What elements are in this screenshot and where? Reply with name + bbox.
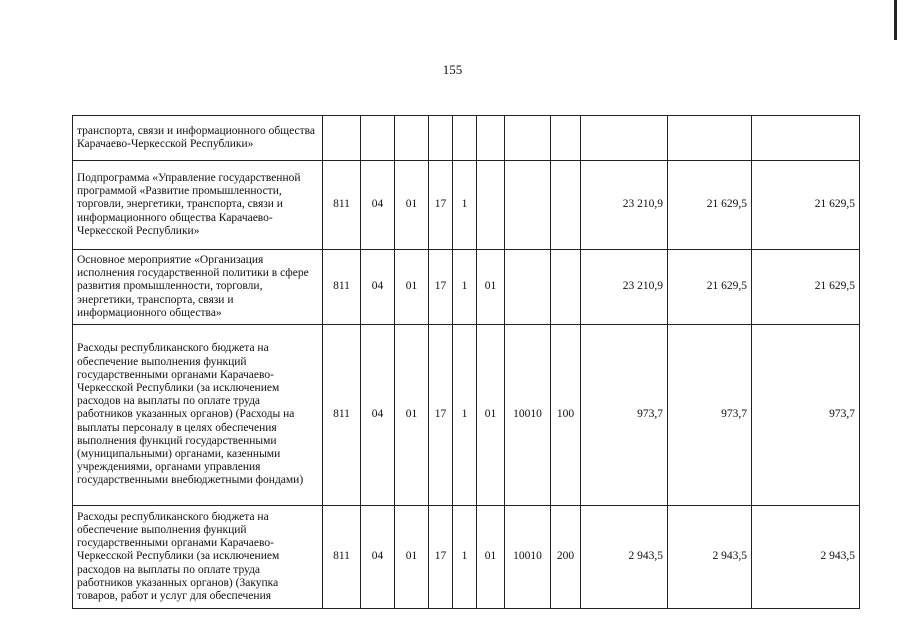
event-code: [477, 161, 505, 250]
program-code: [429, 116, 453, 161]
event-code: 01: [477, 250, 505, 325]
ministry-code: 811: [323, 325, 361, 506]
row-description: Подпрограмма «Управление государственной программой «Развитие промышленности, торговли, энергетики, транспорта, связи и информационного общества Карачаево-Черкесской Республики»: [73, 161, 323, 250]
program-code: 17: [429, 506, 453, 609]
amount-year-2: [668, 116, 752, 161]
subsection-code: [395, 116, 429, 161]
amount-year-3: 973,7: [752, 325, 860, 506]
section-code: 04: [361, 506, 395, 609]
expense-type-code: [551, 250, 581, 325]
budget-table: [72, 115, 860, 609]
amount-year-2: 21 629,5: [668, 250, 752, 325]
ministry-code: [323, 116, 361, 161]
amount-year-1: [581, 116, 668, 161]
amount-year-2: 2 943,5: [668, 506, 752, 609]
amount-year-3: 21 629,5: [752, 161, 860, 250]
subprogram-code: [453, 116, 477, 161]
expense-type-code: [551, 161, 581, 250]
subprogram-code: 1: [453, 506, 477, 609]
table-row: [73, 116, 860, 161]
direction-code: [505, 116, 551, 161]
table-row: [73, 161, 860, 250]
ministry-code: 811: [323, 506, 361, 609]
table-row: [73, 325, 860, 506]
expense-type-code: 200: [551, 506, 581, 609]
expense-type-code: [551, 116, 581, 161]
program-code: 17: [429, 250, 453, 325]
event-code: 01: [477, 506, 505, 609]
section-code: 04: [361, 325, 395, 506]
section-code: [361, 116, 395, 161]
row-description: транспорта, связи и информационного общества Карачаево-Черкесской Республики»: [73, 116, 323, 161]
subsection-code: 01: [395, 161, 429, 250]
direction-code: [505, 250, 551, 325]
table-row: [73, 506, 860, 609]
row-description: Расходы республиканского бюджета на обеспечение выполнения функций государственными органами Карачаево-Черкесской Республики (за исключением расходов на выплаты по оплате труда работников указанных органов) (Закупка товаров, работ и услуг для обеспечения: [73, 506, 323, 609]
event-code: [477, 116, 505, 161]
page-number: 155: [442, 62, 463, 77]
subprogram-code: 1: [453, 250, 477, 325]
amount-year-1: 23 210,9: [581, 161, 668, 250]
subprogram-code: 1: [453, 325, 477, 506]
amount-year-2: 973,7: [668, 325, 752, 506]
direction-code: [505, 161, 551, 250]
table-row: [73, 250, 860, 325]
expense-type-code: 100: [551, 325, 581, 506]
amount-year-1: 973,7: [581, 325, 668, 506]
subsection-code: 01: [395, 250, 429, 325]
amount-year-3: [752, 116, 860, 161]
direction-code: 10010: [505, 506, 551, 609]
section-code: 04: [361, 161, 395, 250]
event-code: 01: [477, 325, 505, 506]
amount-year-1: 23 210,9: [581, 250, 668, 325]
row-description: Основное мероприятие «Организация исполнения государственной политики в сфере развития промышленности, торговли, энергетики, транспорта, связи и информационного общества»: [73, 250, 323, 325]
amount-year-2: 21 629,5: [668, 161, 752, 250]
amount-year-3: 2 943,5: [752, 506, 860, 609]
section-code: 04: [361, 250, 395, 325]
amount-year-3: 21 629,5: [752, 250, 860, 325]
subsection-code: 01: [395, 325, 429, 506]
ministry-code: 811: [323, 250, 361, 325]
ministry-code: 811: [323, 161, 361, 250]
subsection-code: 01: [395, 506, 429, 609]
program-code: 17: [429, 161, 453, 250]
direction-code: 10010: [505, 325, 551, 506]
program-code: 17: [429, 325, 453, 506]
edge-mark: [894, 0, 897, 40]
amount-year-1: 2 943,5: [581, 506, 668, 609]
row-description: Расходы республиканского бюджета на обеспечение выполнения функций государственными органами Карачаево-Черкесской Республики (за исключением расходов на выплаты по оплате труда работников указанных органов) (Расходы на выплаты персоналу в целях обеспечения выполнения функций государственными (муниципальными) органами, казенными учреждениями, органами управления государственными внебюджетными фондами): [73, 325, 323, 506]
subprogram-code: 1: [453, 161, 477, 250]
